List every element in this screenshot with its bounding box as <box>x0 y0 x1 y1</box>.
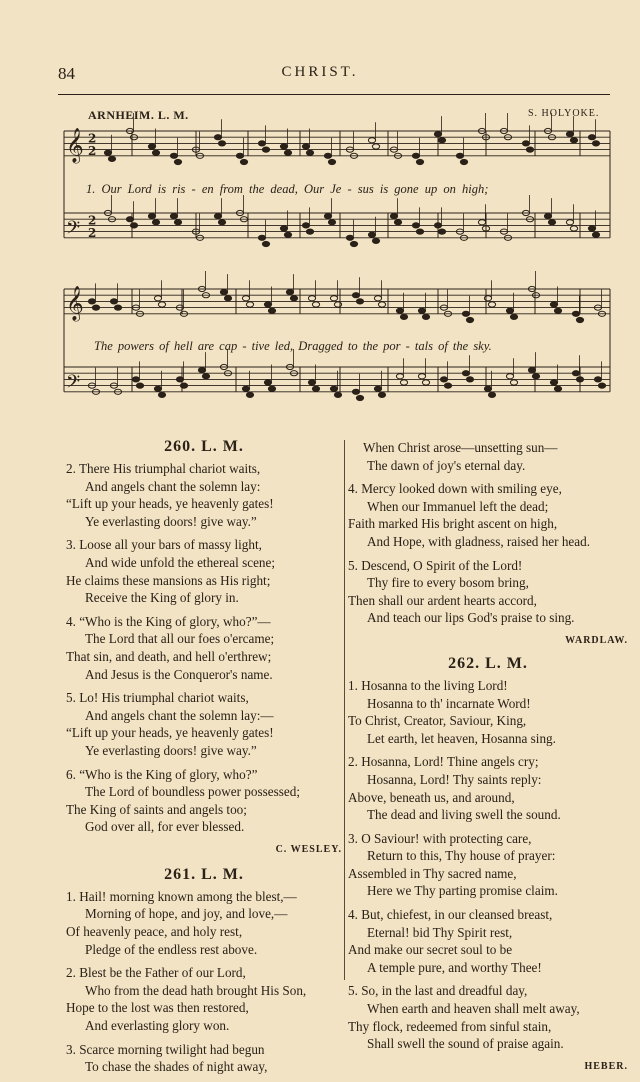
note-head <box>154 296 161 301</box>
note-head <box>394 220 401 225</box>
note-head <box>258 235 265 240</box>
note-head <box>544 214 551 219</box>
note-head <box>148 214 155 219</box>
hymn-262-heading: 262. L. M. <box>448 654 528 672</box>
note-head <box>456 153 463 158</box>
note-head <box>312 302 319 307</box>
verse-line: 4. Mercy looked down with smiling eye, <box>348 481 562 497</box>
verse-line: The King of saints and angels too; <box>66 801 247 817</box>
stanza <box>66 964 342 1034</box>
verse-line: 3. O Saviour! with protecting care, <box>348 830 532 846</box>
verse-line: Hope to the lost was then restored, <box>66 1000 249 1016</box>
note-head <box>572 311 579 316</box>
stanza <box>348 753 628 823</box>
note-head <box>550 380 557 385</box>
note-head <box>378 392 385 397</box>
note-head <box>176 377 183 382</box>
verse-line: He claims these mansions as His right; <box>66 572 271 588</box>
verse-line: And make our secret soul to be <box>348 942 513 958</box>
note-head <box>330 386 337 391</box>
verse-line: The Lord that all our foes o'ercame; <box>85 631 275 647</box>
note-head <box>312 386 319 391</box>
note-head <box>284 150 291 155</box>
note-head <box>104 150 111 155</box>
stanza <box>348 830 628 900</box>
note-head <box>488 392 495 397</box>
treble-clef: 𝄞 <box>66 285 84 321</box>
note-head <box>396 374 403 379</box>
note-head <box>396 308 403 313</box>
note-head <box>566 132 573 137</box>
note-head <box>330 296 337 301</box>
note-head <box>576 317 583 322</box>
left-column <box>66 434 342 1082</box>
note-head <box>174 220 181 225</box>
verse-line: Thy fire to every bosom bring, <box>367 575 529 591</box>
note-head <box>334 392 341 397</box>
verse-line: Then shall our ardent hearts accord, <box>348 592 537 608</box>
note-head <box>218 220 225 225</box>
verse-line: 4. “Who is the King of glory, who?”— <box>66 613 271 629</box>
hymn-261-author: WARDLAW. <box>565 634 628 646</box>
note-head <box>214 135 221 140</box>
note-head <box>262 147 269 152</box>
note-head <box>412 153 419 158</box>
verse-line: The dawn of joy's eternal day. <box>367 457 526 473</box>
note-head <box>284 232 291 237</box>
note-head <box>264 380 271 385</box>
verse-line: Pledge of the endless rest above. <box>85 941 258 957</box>
note-head <box>246 302 253 307</box>
verse-line: And teach our lips God's praise to sing. <box>367 610 575 626</box>
verse-line: “Lift up your heads, ye heavenly gates! <box>66 725 274 741</box>
note-head <box>242 386 249 391</box>
verse-line: 1. Hail! morning known among the blest,— <box>66 888 297 904</box>
stanza <box>348 906 628 976</box>
note-head <box>484 296 491 301</box>
note-head <box>218 141 225 146</box>
stanza <box>348 439 628 474</box>
hymn-261-continued <box>348 439 628 627</box>
stanza <box>66 460 342 530</box>
note-head <box>462 311 469 316</box>
time-signature: 2 <box>88 143 97 158</box>
note-head <box>126 217 133 222</box>
note-head <box>510 314 517 319</box>
note-head <box>416 159 423 164</box>
column-divider <box>344 440 345 980</box>
note-head <box>198 368 205 373</box>
note-head <box>588 226 595 231</box>
note-head <box>418 308 425 313</box>
note-head <box>440 377 447 382</box>
note-head <box>372 238 379 243</box>
note-head <box>180 383 187 388</box>
note-head <box>346 235 353 240</box>
bass-clef: 𝄢 <box>66 217 81 243</box>
stanza <box>348 677 628 747</box>
note-head <box>152 150 159 155</box>
note-head <box>308 380 315 385</box>
note-head <box>390 214 397 219</box>
hymn-260-heading: 260. L. M. <box>164 438 244 455</box>
note-head <box>532 374 539 379</box>
note-head <box>170 153 177 158</box>
verse-line: And Hope, with gladness, raised her head. <box>367 533 591 549</box>
note-head <box>302 144 309 149</box>
note-head <box>236 153 243 158</box>
note-head <box>434 223 441 228</box>
note-head <box>356 395 363 400</box>
note-head <box>328 220 335 225</box>
right-column <box>348 439 628 1075</box>
note-head <box>170 214 177 219</box>
note-head <box>554 308 561 313</box>
note-head <box>528 368 535 373</box>
verse-line: Hosanna, Lord! Thy saints reply: <box>367 771 542 787</box>
note-head <box>554 386 561 391</box>
note-head <box>264 302 271 307</box>
verse-line: And everlasting glory won. <box>85 1018 230 1034</box>
note-head <box>566 220 573 225</box>
note-head <box>592 232 599 237</box>
hymn-262-author: HEBER. <box>584 1060 628 1072</box>
verse-line: God over all, for ever blessed. <box>85 819 245 835</box>
note-head <box>174 159 181 164</box>
note-head <box>286 290 293 295</box>
note-head <box>374 386 381 391</box>
verse-line: Of heavenly peace, and holy rest, <box>66 924 243 940</box>
note-head <box>290 296 297 301</box>
note-head <box>306 150 313 155</box>
stanza <box>66 888 342 958</box>
verse-line: 5. So, in the last and dreadful day, <box>348 983 528 999</box>
note-head <box>548 220 555 225</box>
verse-line: Return to this, Thy house of prayer: <box>367 848 556 864</box>
note-head <box>576 377 583 382</box>
note-head <box>374 296 381 301</box>
hymn-261-heading: 261. L. M. <box>164 865 244 883</box>
note-head <box>352 293 359 298</box>
verse-line: Morning of hope, and joy, and love,— <box>85 906 288 922</box>
verse-line: That sin, and death, and hell o'erthrew; <box>66 648 272 664</box>
verse-line: 2. Blest be the Father of our Lord, <box>66 965 246 981</box>
stanza <box>66 766 342 836</box>
note-head <box>242 296 249 301</box>
verse-line: The Lord of boundless power possessed; <box>85 784 300 800</box>
note-head <box>158 392 165 397</box>
note-head <box>262 241 269 246</box>
verse-line: Above, beneath us, and around, <box>348 789 515 805</box>
note-head <box>526 147 533 152</box>
hymn-261-text <box>66 888 342 1076</box>
verse-line: Ye everlasting doors! give way.” <box>85 513 257 529</box>
tune-name: ARNHEIM. L. M. <box>88 108 189 122</box>
verse-line: When earth and heaven shall melt away, <box>367 1001 580 1017</box>
verse-line: 5. Descend, O Spirit of the Lord! <box>348 557 523 573</box>
note-head <box>224 296 231 301</box>
note-head <box>462 371 469 376</box>
verse-line: “Lift up your heads, ye heavenly gates! <box>66 496 274 512</box>
note-head <box>202 374 209 379</box>
lyric-line-1: 1. Our Lord is ris - en from the dead, Our Je - sus is gone up on high; <box>86 182 489 196</box>
note-head <box>130 223 137 228</box>
note-head <box>328 159 335 164</box>
page-number: 84 <box>58 64 75 83</box>
note-head <box>400 314 407 319</box>
stanza <box>66 613 342 683</box>
verse-line: 2. There His triumphal chariot waits, <box>66 461 261 476</box>
note-head <box>324 153 331 158</box>
note-head <box>438 229 445 234</box>
verse-line: Shall swell the sound of praise again. <box>367 1036 564 1052</box>
hymn-262-text <box>348 677 628 1053</box>
note-head <box>368 232 375 237</box>
note-head <box>350 241 357 246</box>
note-head <box>368 138 375 143</box>
stanza <box>348 982 628 1052</box>
verse-line: 1. Hosanna to the living Lord! <box>348 677 508 693</box>
verse-line: Thy flock, redeemed from sinful stain, <box>348 1018 552 1034</box>
music-score <box>0 0 640 420</box>
verse-line: 3. Loose all your bars of massy light, <box>66 537 262 553</box>
stanza <box>348 557 628 627</box>
note-head <box>400 380 407 385</box>
note-head <box>434 132 441 137</box>
note-head <box>352 389 359 394</box>
note-head <box>484 386 491 391</box>
stanza <box>66 1041 342 1076</box>
tune-composer: S. HOLYOKE. <box>528 108 600 119</box>
note-head <box>444 383 451 388</box>
verse-line: Hosanna to th' incarnate Word! <box>367 695 531 711</box>
note-head <box>110 299 117 304</box>
note-head <box>488 302 495 307</box>
verse-line: The dead and living swell the sound. <box>367 807 561 823</box>
verse-line: When our Immanuel left the dead; <box>367 498 549 514</box>
note-head <box>478 220 485 225</box>
note-head <box>108 156 115 161</box>
verse-line: And angels chant the solemn lay: <box>85 478 261 494</box>
note-head <box>154 386 161 391</box>
verse-line: 6. “Who is the King of glory, who?” <box>66 766 258 782</box>
note-head <box>592 141 599 146</box>
verse-line: Here we Thy parting promise claim. <box>367 883 558 899</box>
note-head <box>422 314 429 319</box>
note-head <box>412 223 419 228</box>
note-head <box>422 380 429 385</box>
note-head <box>334 302 341 307</box>
stanza <box>66 689 342 759</box>
note-head <box>466 377 473 382</box>
note-head <box>148 144 155 149</box>
note-head <box>570 226 577 231</box>
note-head <box>418 374 425 379</box>
note-head <box>416 229 423 234</box>
note-head <box>302 223 309 228</box>
verse-line: Assembled in Thy sacred name, <box>348 865 517 881</box>
note-head <box>246 392 253 397</box>
note-head <box>258 141 265 146</box>
stanza <box>348 480 628 550</box>
verse-line: 4. But, chiefest, in our cleansed breast, <box>348 907 553 923</box>
hymn-260-author: C. WESLEY. <box>275 843 342 855</box>
note-head <box>438 138 445 143</box>
note-head <box>594 377 601 382</box>
note-head <box>158 302 165 307</box>
time-signature: 2 <box>88 225 97 240</box>
verse-line: And angels chant the solemn lay:— <box>85 707 274 723</box>
note-head <box>136 383 143 388</box>
note-head <box>506 308 513 313</box>
note-head <box>506 374 513 379</box>
note-head <box>572 371 579 376</box>
verse-line: A temple pure, and worthy Thee! <box>367 959 542 975</box>
note-head <box>214 214 221 219</box>
verse-line: Let earth, let heaven, Hosanna sing. <box>367 730 556 746</box>
note-head <box>372 144 379 149</box>
note-head <box>378 302 385 307</box>
time-signature: 2 <box>88 131 97 146</box>
note-head <box>306 229 313 234</box>
note-head <box>510 380 517 385</box>
verse-line: And wide unfold the ethereal scene; <box>85 554 276 570</box>
note-head <box>324 214 331 219</box>
note-head <box>92 305 99 310</box>
verse-line: Faith marked His bright ascent on high, <box>348 516 558 532</box>
note-head <box>240 159 247 164</box>
note-head <box>522 141 529 146</box>
hymn-260-text <box>66 460 342 836</box>
verse-line: 3. Scarce morning twilight had begun <box>66 1041 265 1057</box>
verse-line: Receive the King of glory in. <box>85 590 239 606</box>
verse-line: 5. Lo! His triumphal chariot waits, <box>66 690 249 706</box>
treble-clef: 𝄞 <box>66 127 84 163</box>
verse-line: When Christ arose—unsetting sun— <box>363 440 558 455</box>
note-head <box>88 299 95 304</box>
stanza <box>66 536 342 606</box>
note-head <box>268 386 275 391</box>
note-head <box>114 305 121 310</box>
note-head <box>280 144 287 149</box>
verse-line: And Jesus is the Conqueror's name. <box>85 666 273 682</box>
note-head <box>280 226 287 231</box>
verse-line: Ye everlasting doors! give way.” <box>85 742 257 758</box>
note-head <box>308 296 315 301</box>
note-head <box>550 302 557 307</box>
note-head <box>152 220 159 225</box>
note-head <box>466 317 473 322</box>
note-head <box>598 383 605 388</box>
verse-line: Who from the dead hath brought His Son, <box>85 982 307 998</box>
verse-line: Eternal! bid Thy Spirit rest, <box>367 924 513 940</box>
note-head <box>570 138 577 143</box>
page-title: CHRIST. <box>281 64 359 80</box>
note-head <box>588 135 595 140</box>
verse-line: 2. Hosanna, Lord! Thine angels cry; <box>348 754 539 770</box>
lyric-line-2: The powers of hell are cap - tive led, Dragged to the por - tals of the sky. <box>94 339 492 353</box>
note-head <box>460 159 467 164</box>
time-signature: 2 <box>88 213 97 228</box>
note-head <box>132 377 139 382</box>
verse-line: To Christ, Creator, Saviour, King, <box>348 713 527 729</box>
note-head <box>268 308 275 313</box>
note-head <box>220 290 227 295</box>
bass-clef: 𝄢 <box>66 371 81 397</box>
note-head <box>356 299 363 304</box>
verse-line: To chase the shades of night away, <box>85 1059 268 1075</box>
